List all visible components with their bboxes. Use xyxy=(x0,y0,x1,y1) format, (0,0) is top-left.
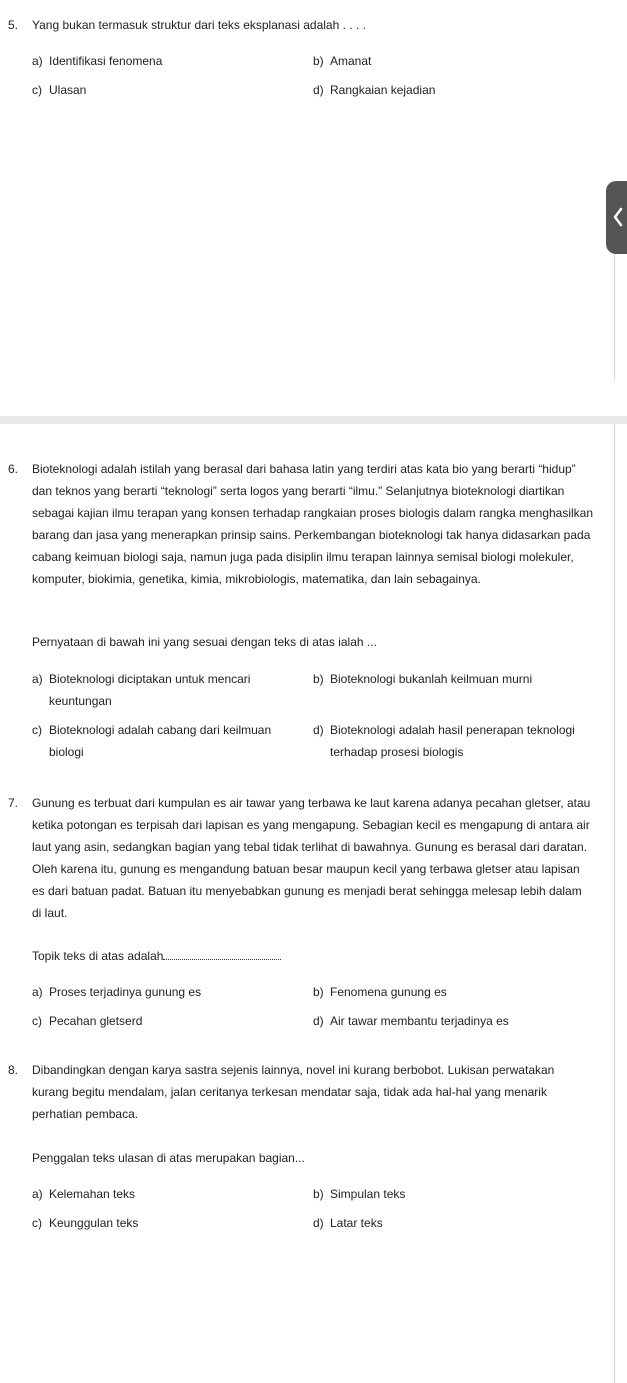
side-panel-tab[interactable] xyxy=(606,181,627,254)
question-number: 6. xyxy=(8,462,19,476)
question-text: Gunung es terbuat dari kumpulan es air tawar yang terbawa ke laut karena adanya pecahan gletser, atau ketika potongan es terpisah dari lapisan es yang mengapung. Sebagian kecil es mengapung di antara air laut yang asin, sedangkan bagian yang tebal tidak terlihat di bawahnya. Gunung es berasal dari daratan. Oleh karena itu, gunung es mengandung batuan besar maupun kecil yang terbawa gletser atau lapisan es dari batuan padat. Batuan itu menyebabkan gunung es menjadi berat sehingga melesap lebih dalam di laut. xyxy=(32,796,591,920)
option-8d[interactable]: d) Latar teks xyxy=(313,1216,383,1230)
option-8b[interactable]: b) Simpulan teks xyxy=(313,1187,406,1201)
question-number: 5. xyxy=(8,18,19,32)
question-text: Dibandingkan dengan karya sastra sejenis lainnya, novel ini kurang berbobot. Lukisan perwatakan kurang begitu mendalam, jalan ceritanya terkesan mendatar saja, tidak ada hal-hal yang menarik perhatian pembaca. xyxy=(32,1063,555,1121)
option-7a[interactable]: a) Proses terjadinya gunung es xyxy=(32,985,202,999)
option-7c[interactable]: c) Pecahan gletserd xyxy=(32,1014,143,1028)
option-8c[interactable]: c) Keunggulan teks xyxy=(32,1216,139,1230)
option-5c[interactable]: c) Ulasan xyxy=(32,83,87,97)
option-6b[interactable]: b) Bioteknologi bukanlah keilmuan murni xyxy=(313,672,533,686)
answer-blank xyxy=(163,945,281,960)
option-5b[interactable]: b) Amanat xyxy=(313,54,372,68)
question-8 xyxy=(8,1059,594,1125)
option-6d[interactable]: d) Bioteknologi adalah hasil penerapan teknologi terhadap prosesi biologis xyxy=(313,723,575,759)
option-6c[interactable]: c) Bioteknologi adalah cabang dari keilmuan biologi xyxy=(32,723,272,759)
page-1 xyxy=(0,0,627,416)
question-prompt: Penggalan teks ulasan di atas merupakan bagian... xyxy=(32,1151,305,1165)
page-margin-line xyxy=(614,424,615,1383)
page-2 xyxy=(0,424,627,1383)
option-6a[interactable]: a) Bioteknologi diciptakan untuk mencari keuntungan xyxy=(32,672,251,708)
question-5 xyxy=(8,14,594,36)
page-margin-line xyxy=(614,254,615,380)
question-prompt: Pernyataan di bawah ini yang sesuai dengan teks di atas ialah ... xyxy=(32,635,377,649)
question-text: Yang bukan termasuk struktur dari teks eksplanasi adalah . . . . xyxy=(32,18,366,32)
option-5d[interactable]: d) Rangkaian kejadian xyxy=(313,83,436,97)
page-separator xyxy=(0,416,627,424)
option-7d[interactable]: d) Air tawar membantu terjadinya es xyxy=(313,1014,509,1028)
question-prompt: Topik teks di atas adalah xyxy=(32,945,592,967)
question-text: Bioteknologi adalah istilah yang berasal dari bahasa latin yang terdiri atas kata bio yang berarti “hidup” dan teknos yang berarti “teknologi” serta logos yang berarti “ilmu.” Selanjutnya bioteknologi diartikan sebagai kajian ilmu terapan yang konsen terhadap rangkaian proses biologis dalam rangka menghasilkan barang dan jasa yang menerapkan prinsip sains. Perkembangan bioteknologi tak hanya didasarkan pada cabang keimuan biologi saja, namun juga pada disiplin ilmu terapan lainnya semisal biologi molekuler, komputer, biokimia, genetika, kimia, mikrobiologis, matematika, dan lain sebagainya. xyxy=(32,462,594,586)
option-8a[interactable]: a) Kelemahan teks xyxy=(32,1187,136,1201)
question-6 xyxy=(8,458,594,590)
chevron-left-icon xyxy=(613,207,623,227)
question-number: 8. xyxy=(8,1063,19,1077)
option-5a[interactable]: a) Identifikasi fenomena xyxy=(32,54,163,68)
option-7b[interactable]: b) Fenomena gunung es xyxy=(313,985,447,999)
question-7 xyxy=(8,792,594,924)
question-number: 7. xyxy=(8,796,19,810)
